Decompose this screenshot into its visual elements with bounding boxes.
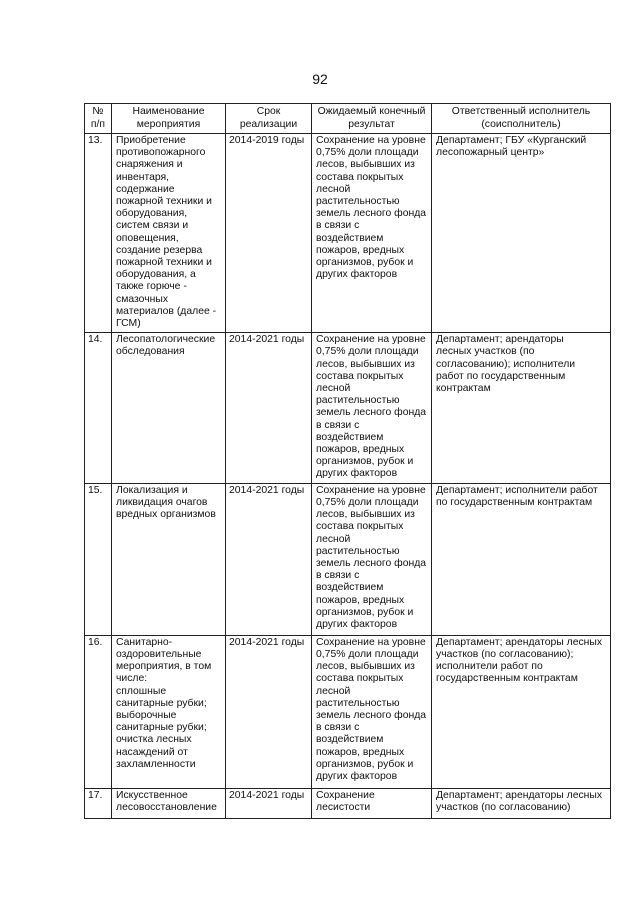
row-responsible: Департамент; арендаторы лесных участков (по согласованию); исполнители работ по государственным контрактам	[432, 333, 611, 483]
row-term: 2014-2021 годы	[226, 788, 312, 818]
row-result: Сохранение на уровне 0,75% доли площади лесов, выбывших из состава покрытых лесной растительностью земель лесного фонда в связи с воздействием пожаров, вредных организмов, рубок и других факторов	[312, 134, 432, 333]
row-result: Сохранение на уровне 0,75% доли площади лесов, выбывших из состава покрытых лесной растительностью земель лесного фонда в связи с воздействием пожаров, вредных организмов, рубок и других факторов	[312, 333, 432, 483]
table-row	[85, 788, 611, 818]
row-number: 16.	[85, 635, 112, 788]
table-row	[85, 134, 611, 333]
header-name: Наименование мероприятия	[112, 104, 226, 134]
row-result: Сохранение на уровне 0,75% доли площади лесов, выбывших из состава покрытых лесной растительностью земель лесного фонда в связи с воздействием пожаров, вредных организмов, рубок и других факторов	[312, 635, 432, 788]
table-header-row	[85, 104, 611, 134]
page-number: 92	[312, 71, 328, 87]
measures-table	[84, 103, 611, 819]
header-result: Ожидаемый конечный результат	[312, 104, 432, 134]
row-number: 15.	[85, 483, 112, 635]
row-term: 2014-2021 годы	[226, 483, 312, 635]
row-result: Сохранение на уровне 0,75% доли площади лесов, выбывших из состава покрытых лесной растительностью земель лесного фонда в связи с воздействием пожаров, вредных организмов, рубок и других факторов	[312, 483, 432, 635]
row-responsible: Департамент; ГБУ «Курганский лесопожарный центр»	[432, 134, 611, 333]
row-result: Сохранение лесистости	[312, 788, 432, 818]
row-responsible: Департамент; исполнители работ по государственным контрактам	[432, 483, 611, 635]
row-responsible: Департамент; арендаторы лесных участков (по согласованию); исполнители работ по государственным контрактам	[432, 635, 611, 788]
row-name: Локализация и ликвидация очагов вредных организмов	[112, 483, 226, 635]
row-name: Санитарно- оздоровительные мероприятия, в том числе: сплошные санитарные рубки; выборочные санитарные рубки; очистка лесных насаждений от захламленности	[112, 635, 226, 788]
row-name: Приобретение противопожарного снаряжения и инвентаря, содержание пожарной техники и оборудования, систем связи и оповещения, создание резерва пожарной техники и оборудования, а также горюче - смазочных материалов (далее - ГСМ)	[112, 134, 226, 333]
table-row	[85, 635, 611, 788]
row-name: Искусственное лесовосстановление	[112, 788, 226, 818]
row-term: 2014-2019 годы	[226, 134, 312, 333]
row-term: 2014-2021 годы	[226, 635, 312, 788]
table-row	[85, 333, 611, 483]
row-term: 2014-2021 годы	[226, 333, 312, 483]
row-name: Лесопатологические обследования	[112, 333, 226, 483]
header-responsible: Ответственный исполнитель (соисполнитель)	[432, 104, 611, 134]
row-number: 14.	[85, 333, 112, 483]
row-responsible: Департамент; арендаторы лесных участков (по согласованию)	[432, 788, 611, 818]
header-term: Срок реализации	[226, 104, 312, 134]
row-number: 13.	[85, 134, 112, 333]
row-number: 17.	[85, 788, 112, 818]
header-number: № п/п	[85, 104, 112, 134]
table-row	[85, 483, 611, 635]
